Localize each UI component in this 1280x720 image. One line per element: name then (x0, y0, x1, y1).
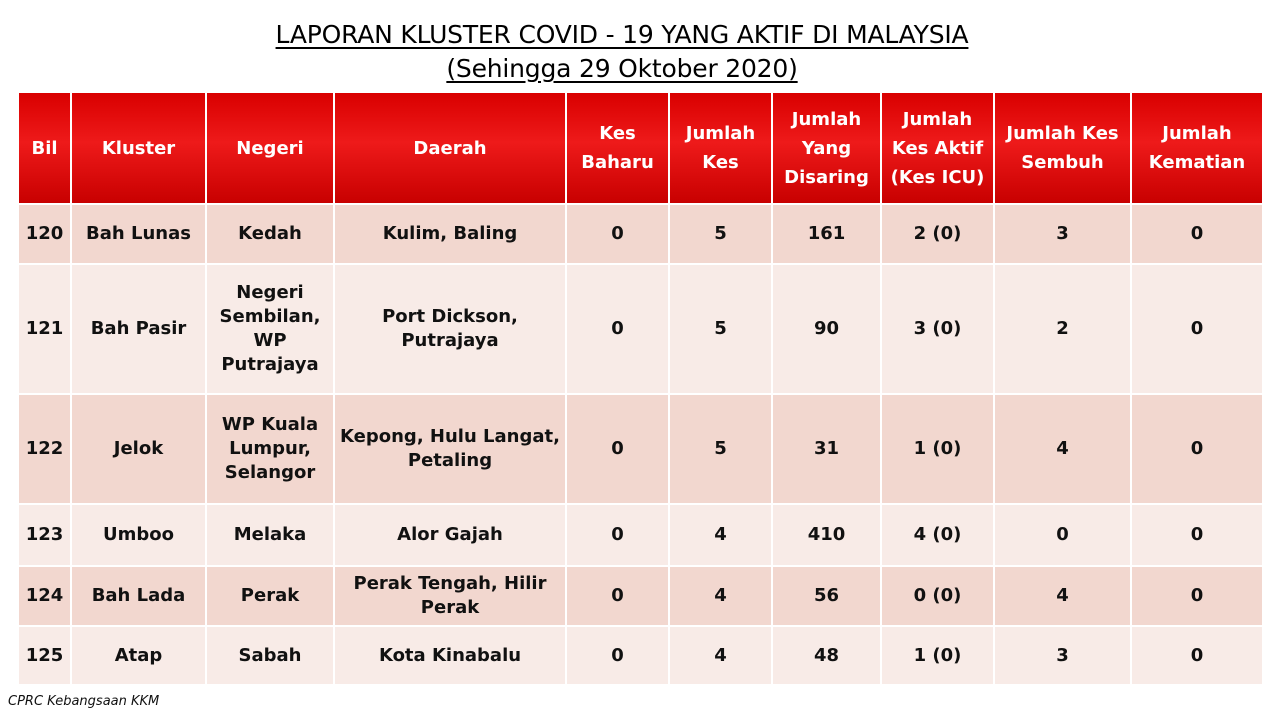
table-row (18, 264, 1263, 394)
cell-jumlah-kes: 4 (669, 566, 772, 626)
cell-daerah: Perak Tengah, Hilir Perak (334, 566, 566, 626)
cell-jumlah-disaring: 56 (772, 566, 881, 626)
cell-bil: 121 (18, 264, 71, 394)
col-header-negeri: Negeri (206, 92, 334, 204)
cell-jumlah-kes: 5 (669, 394, 772, 504)
cell-daerah: Kepong, Hulu Langat, Petaling (334, 394, 566, 504)
cell-kes-sembuh: 4 (994, 566, 1131, 626)
table-row (18, 626, 1263, 685)
cell-kluster: Atap (71, 626, 206, 685)
cell-kes-aktif: 4 (0) (881, 504, 994, 566)
cell-kluster: Bah Lada (71, 566, 206, 626)
cell-kematian: 0 (1131, 566, 1263, 626)
cell-daerah: Kulim, Baling (334, 204, 566, 264)
source-note: CPRC Kebangsaan KKM (8, 694, 160, 709)
cell-bil: 122 (18, 394, 71, 504)
cell-kes-sembuh: 2 (994, 264, 1131, 394)
cell-kematian: 0 (1131, 204, 1263, 264)
cell-kes-sembuh: 3 (994, 204, 1131, 264)
report-title (0, 18, 1244, 86)
col-header-daerah: Daerah (334, 92, 566, 204)
cell-negeri: Kedah (206, 204, 334, 264)
cell-kes-baharu: 0 (566, 504, 669, 566)
cell-kes-baharu: 0 (566, 394, 669, 504)
col-header-bil: Bil (18, 92, 71, 204)
cell-daerah: Alor Gajah (334, 504, 566, 566)
cell-jumlah-disaring: 90 (772, 264, 881, 394)
cell-kes-sembuh: 3 (994, 626, 1131, 685)
cluster-table (17, 91, 1264, 686)
cell-bil: 125 (18, 626, 71, 685)
cell-kes-baharu: 0 (566, 264, 669, 394)
cell-jumlah-disaring: 31 (772, 394, 881, 504)
cell-jumlah-kes: 5 (669, 264, 772, 394)
table-row (18, 566, 1263, 626)
cell-kluster: Jelok (71, 394, 206, 504)
cell-kematian: 0 (1131, 626, 1263, 685)
table-row (18, 504, 1263, 566)
cell-bil: 123 (18, 504, 71, 566)
report-title-main: LAPORAN KLUSTER COVID - 19 YANG AKTIF DI MALAYSIA (275, 20, 969, 49)
col-header-kematian: Jumlah Kematian (1131, 92, 1263, 204)
cell-kluster: Umboo (71, 504, 206, 566)
cell-kematian: 0 (1131, 394, 1263, 504)
cell-jumlah-disaring: 410 (772, 504, 881, 566)
table-header-row (18, 92, 1263, 204)
cell-bil: 120 (18, 204, 71, 264)
col-header-kes-baharu: Kes Baharu (566, 92, 669, 204)
cell-jumlah-disaring: 48 (772, 626, 881, 685)
cell-kes-aktif: 3 (0) (881, 264, 994, 394)
col-header-jumlah-disaring: Jumlah Yang Disaring (772, 92, 881, 204)
cell-kematian: 0 (1131, 264, 1263, 394)
table-row (18, 204, 1263, 264)
cell-negeri: Melaka (206, 504, 334, 566)
cell-negeri: Perak (206, 566, 334, 626)
cell-daerah: Port Dickson, Putrajaya (334, 264, 566, 394)
cell-kes-baharu: 0 (566, 566, 669, 626)
cell-kes-sembuh: 0 (994, 504, 1131, 566)
cell-kes-baharu: 0 (566, 204, 669, 264)
cell-kes-aktif: 0 (0) (881, 566, 994, 626)
col-header-jumlah-kes: Jumlah Kes (669, 92, 772, 204)
cell-negeri: WP Kuala Lumpur, Selangor (206, 394, 334, 504)
cell-kes-sembuh: 4 (994, 394, 1131, 504)
cell-jumlah-kes: 4 (669, 626, 772, 685)
cell-kematian: 0 (1131, 504, 1263, 566)
cell-kluster: Bah Pasir (71, 264, 206, 394)
cell-jumlah-kes: 4 (669, 504, 772, 566)
cell-jumlah-disaring: 161 (772, 204, 881, 264)
cell-kluster: Bah Lunas (71, 204, 206, 264)
cell-kes-aktif: 2 (0) (881, 204, 994, 264)
col-header-kes-sembuh: Jumlah Kes Sembuh (994, 92, 1131, 204)
col-header-kluster: Kluster (71, 92, 206, 204)
cell-negeri: Negeri Sembilan, WP Putrajaya (206, 264, 334, 394)
report-title-date: (Sehingga 29 Oktober 2020) (446, 54, 798, 83)
col-header-kes-aktif: Jumlah Kes Aktif (Kes ICU) (881, 92, 994, 204)
cell-negeri: Sabah (206, 626, 334, 685)
cell-kes-baharu: 0 (566, 626, 669, 685)
cell-kes-aktif: 1 (0) (881, 626, 994, 685)
cell-daerah: Kota Kinabalu (334, 626, 566, 685)
cell-bil: 124 (18, 566, 71, 626)
cell-kes-aktif: 1 (0) (881, 394, 994, 504)
cell-jumlah-kes: 5 (669, 204, 772, 264)
table-row (18, 394, 1263, 504)
